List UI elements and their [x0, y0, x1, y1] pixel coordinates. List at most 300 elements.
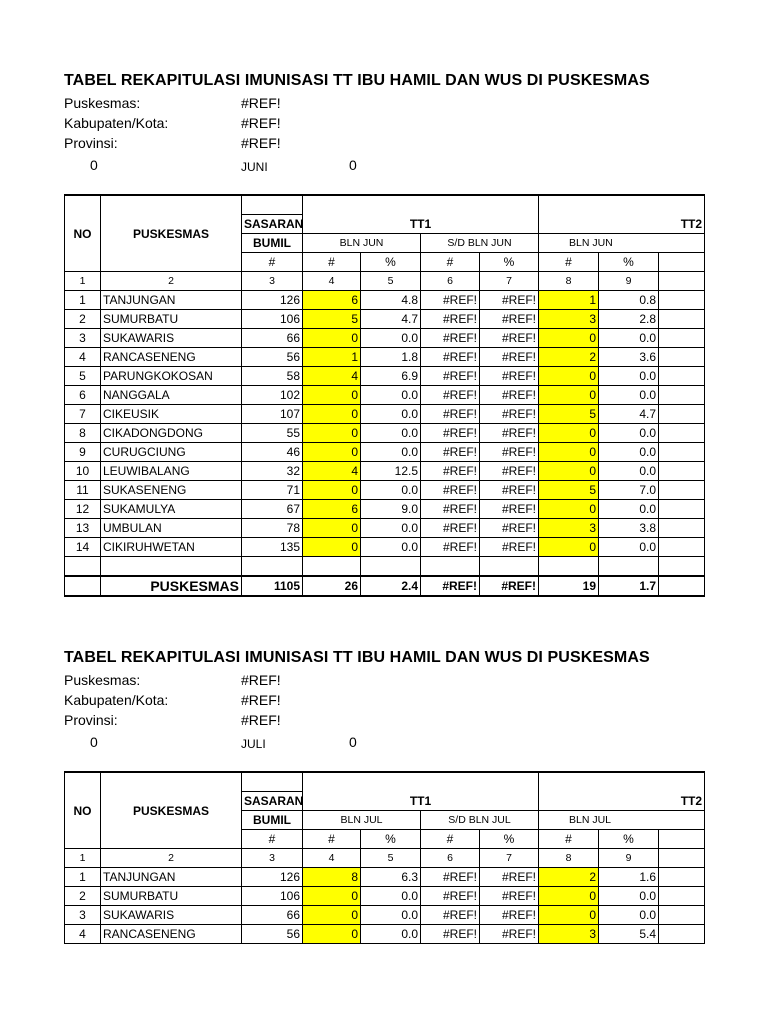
cell-tt2-bln: 0	[539, 386, 599, 405]
cell-puskesmas-name: UMBULAN	[101, 519, 242, 538]
cell-tt2-pct: 0.0	[599, 462, 659, 481]
column-number: 3	[242, 272, 303, 291]
header-hash: #	[539, 253, 599, 272]
cell-no: 1	[65, 868, 101, 887]
cell-tt2-pct: 0.0	[599, 367, 659, 386]
cell-sd-n: #REF!	[421, 329, 480, 348]
cell-sasaran: 66	[242, 329, 303, 348]
cell-sd-n: #REF!	[421, 925, 480, 944]
cell-tt2-pct: 1.6	[599, 868, 659, 887]
cell-puskesmas-name: TANJUNGAN	[101, 291, 242, 310]
cell-tt1-pct: 9.0	[361, 500, 421, 519]
table-row	[65, 925, 705, 944]
cell-tt1-pct: 4.8	[361, 291, 421, 310]
cell-tt2-pct: 0.0	[599, 424, 659, 443]
cell-sasaran: 56	[242, 348, 303, 367]
cell-empty	[659, 405, 705, 424]
cell-puskesmas-name: SUKASENENG	[101, 481, 242, 500]
misc-value-left: 0	[90, 157, 98, 173]
header-sd-bln: S/D BLN JUL	[421, 811, 539, 830]
header-no: NO	[65, 195, 101, 272]
cell-sasaran: 78	[242, 519, 303, 538]
cell-puskesmas-name: SUKAMULYA	[101, 500, 242, 519]
header-bln-2: BLN JUL	[539, 811, 705, 830]
cell-tt1-pct: 0.0	[361, 424, 421, 443]
cell-sd-pct: #REF!	[480, 405, 539, 424]
cell-puskesmas-name: RANCASENENG	[101, 925, 242, 944]
table-row	[65, 519, 705, 538]
cell-sasaran: 58	[242, 367, 303, 386]
header-sd-bln: S/D BLN JUN	[421, 234, 539, 253]
cell-tt2-bln: 5	[539, 405, 599, 424]
cell-sd-pct: #REF!	[480, 868, 539, 887]
column-number: 9	[599, 849, 659, 868]
cell-tt2-pct: 0.0	[599, 443, 659, 462]
cell-sd-pct: #REF!	[480, 310, 539, 329]
cell-sd-n: #REF!	[421, 424, 480, 443]
header-hash: #	[242, 830, 303, 849]
cell-tt1-bln: 6	[303, 291, 361, 310]
cell-sd-n: #REF!	[421, 519, 480, 538]
cell-sd-pct: #REF!	[480, 500, 539, 519]
cell-sd-pct: #REF!	[480, 481, 539, 500]
header-tt2: TT2	[539, 792, 705, 811]
recap-table-grid	[64, 194, 705, 597]
info-value-provinsi: #REF!	[241, 712, 281, 728]
cell-tt1-bln: 0	[303, 405, 361, 424]
column-number-row	[65, 849, 705, 868]
recap-table	[64, 194, 703, 597]
cell-sd-n: #REF!	[421, 500, 480, 519]
cell-tt2-pct: 3.6	[599, 348, 659, 367]
cell-tt1-pct: 0.0	[361, 386, 421, 405]
info-label-provinsi: Provinsi:	[64, 135, 118, 151]
cell-sd-n: #REF!	[421, 481, 480, 500]
cell-tt2-bln: 0	[539, 424, 599, 443]
cell-tt1-bln: 0	[303, 925, 361, 944]
cell-sasaran: 102	[242, 386, 303, 405]
cell-tt2-pct: 0.0	[599, 386, 659, 405]
cell-no: 4	[65, 348, 101, 367]
total-sd-n: #REF!	[421, 576, 480, 596]
cell-sasaran: 135	[242, 538, 303, 557]
cell-puskesmas-name: NANGGALA	[101, 386, 242, 405]
header-bln: BLN JUN	[303, 234, 421, 253]
cell-sd-n: #REF!	[421, 367, 480, 386]
header-pct: %	[480, 253, 539, 272]
header-hash: #	[242, 253, 303, 272]
cell-tt1-pct: 0.0	[361, 887, 421, 906]
cell-no: 2	[65, 310, 101, 329]
cell-tt1-bln: 6	[303, 500, 361, 519]
header-no: NO	[65, 772, 101, 849]
cell-tt1-bln: 5	[303, 310, 361, 329]
cell-tt1-bln: 0	[303, 481, 361, 500]
column-number: 7	[480, 849, 539, 868]
total-sasaran: 1105	[242, 576, 303, 596]
total-tt1-pct: 2.4	[361, 576, 421, 596]
cell-sasaran: 67	[242, 500, 303, 519]
header-pct: %	[599, 253, 659, 272]
cell-sd-n: #REF!	[421, 906, 480, 925]
column-number: 4	[303, 849, 361, 868]
info-label-kabupaten: Kabupaten/Kota:	[64, 115, 169, 131]
cell-sd-n: #REF!	[421, 887, 480, 906]
cell-no: 6	[65, 386, 101, 405]
cell-no: 8	[65, 424, 101, 443]
cell-empty	[659, 348, 705, 367]
table-row	[65, 386, 705, 405]
table-row	[65, 538, 705, 557]
column-number: 3	[242, 849, 303, 868]
cell-empty	[659, 386, 705, 405]
info-label-puskesmas: Puskesmas:	[64, 672, 141, 688]
cell-empty	[659, 538, 705, 557]
table-row	[65, 348, 705, 367]
cell-empty	[659, 887, 705, 906]
cell-tt2-pct: 4.7	[599, 405, 659, 424]
cell-puskesmas-name: CIKEUSIK	[101, 405, 242, 424]
cell-sd-pct: #REF!	[480, 887, 539, 906]
info-value-puskesmas: #REF!	[241, 672, 281, 688]
cell-tt2-pct: 0.0	[599, 538, 659, 557]
header-pct: %	[599, 830, 659, 849]
cell-tt2-pct: 0.0	[599, 906, 659, 925]
cell-sd-pct: #REF!	[480, 291, 539, 310]
cell-sd-n: #REF!	[421, 310, 480, 329]
cell-sasaran: 126	[242, 291, 303, 310]
cell-no: 2	[65, 887, 101, 906]
column-number: 2	[101, 272, 242, 291]
cell-no: 10	[65, 462, 101, 481]
header-hash: #	[303, 253, 361, 272]
month-label: JUNI	[241, 160, 268, 174]
cell-tt1-pct: 4.7	[361, 310, 421, 329]
cell-puskesmas-name: PARUNGKOKOSAN	[101, 367, 242, 386]
table-row	[65, 405, 705, 424]
cell-sd-n: #REF!	[421, 462, 480, 481]
cell-tt1-pct: 0.0	[361, 906, 421, 925]
cell-tt1-pct: 0.0	[361, 405, 421, 424]
header-bln-2: BLN JUN	[539, 234, 705, 253]
column-number: 5	[361, 272, 421, 291]
cell-sd-pct: #REF!	[480, 906, 539, 925]
header-bumil: BUMIL	[242, 234, 303, 253]
cell-tt2-bln: 0	[539, 443, 599, 462]
cell-tt2-pct: 0.0	[599, 500, 659, 519]
header-pct: %	[480, 830, 539, 849]
cell-tt2-bln: 0	[539, 538, 599, 557]
cell-tt1-bln: 4	[303, 367, 361, 386]
misc-value-right: 0	[349, 734, 357, 750]
table-row	[65, 500, 705, 519]
cell-tt2-bln: 3	[539, 925, 599, 944]
column-number: 4	[303, 272, 361, 291]
cell-tt1-pct: 0.0	[361, 443, 421, 462]
cell-tt1-pct: 6.9	[361, 367, 421, 386]
cell-puskesmas-name: TANJUNGAN	[101, 868, 242, 887]
header-sasaran: SASARAN	[242, 215, 303, 234]
cell-puskesmas-name: SUMURBATU	[101, 310, 242, 329]
table-row	[65, 310, 705, 329]
total-empty	[659, 576, 705, 596]
cell-tt2-bln: 0	[539, 462, 599, 481]
table-row	[65, 906, 705, 925]
cell-tt1-bln: 0	[303, 887, 361, 906]
cell-puskesmas-name: RANCASENENG	[101, 348, 242, 367]
cell-tt1-bln: 4	[303, 462, 361, 481]
cell-empty	[659, 906, 705, 925]
column-number: 6	[421, 849, 480, 868]
cell-tt2-bln: 1	[539, 291, 599, 310]
cell-empty	[659, 310, 705, 329]
table-row	[65, 424, 705, 443]
cell-tt1-pct: 0.0	[361, 481, 421, 500]
header-bumil: BUMIL	[242, 811, 303, 830]
cell-tt2-bln: 3	[539, 519, 599, 538]
cell-empty	[659, 367, 705, 386]
cell-sasaran: 66	[242, 906, 303, 925]
header-tt1: TT1	[303, 215, 539, 234]
cell-tt1-pct: 0.0	[361, 538, 421, 557]
cell-sasaran: 106	[242, 310, 303, 329]
header-pct: %	[361, 830, 421, 849]
header-pct: %	[361, 253, 421, 272]
misc-value-right: 0	[349, 157, 357, 173]
cell-no: 11	[65, 481, 101, 500]
column-number: 5	[361, 849, 421, 868]
info-value-kabupaten: #REF!	[241, 692, 281, 708]
cell-puskesmas-name: SUMURBATU	[101, 887, 242, 906]
total-tt2-bln: 19	[539, 576, 599, 596]
cell-tt2-bln: 0	[539, 329, 599, 348]
table-row	[65, 887, 705, 906]
info-label-kabupaten: Kabupaten/Kota:	[64, 692, 169, 708]
header-hash: #	[303, 830, 361, 849]
cell-tt2-bln: 5	[539, 481, 599, 500]
cell-tt1-bln: 0	[303, 906, 361, 925]
column-number: 8	[539, 272, 599, 291]
recap-table-grid	[64, 771, 705, 944]
cell-tt1-pct: 0.0	[361, 925, 421, 944]
info-label-puskesmas: Puskesmas:	[64, 95, 141, 111]
cell-tt1-pct: 12.5	[361, 462, 421, 481]
cell-tt1-bln: 0	[303, 424, 361, 443]
cell-empty	[659, 462, 705, 481]
section-juli	[0, 649, 768, 1024]
cell-empty	[659, 500, 705, 519]
total-tt1-bln: 26	[303, 576, 361, 596]
cell-empty	[659, 519, 705, 538]
info-value-kabupaten: #REF!	[241, 115, 281, 131]
cell-tt2-pct: 2.8	[599, 310, 659, 329]
blank-row	[65, 557, 705, 577]
header-empty	[659, 253, 705, 272]
cell-no: 3	[65, 906, 101, 925]
cell-no: 12	[65, 500, 101, 519]
header-row-1	[65, 772, 705, 792]
header-empty	[242, 195, 303, 215]
cell-sasaran: 55	[242, 424, 303, 443]
cell-empty	[659, 868, 705, 887]
cell-sd-n: #REF!	[421, 386, 480, 405]
cell-sasaran: 107	[242, 405, 303, 424]
cell-tt1-bln: 0	[303, 329, 361, 348]
header-empty-tt	[303, 772, 539, 792]
cell-no: 14	[65, 538, 101, 557]
info-label-provinsi: Provinsi:	[64, 712, 118, 728]
month-label: JULI	[241, 737, 266, 751]
total-sd-pct: #REF!	[480, 576, 539, 596]
header-empty	[242, 772, 303, 792]
cell-sd-pct: #REF!	[480, 329, 539, 348]
header-bln: BLN JUL	[303, 811, 421, 830]
cell-no: 5	[65, 367, 101, 386]
cell-sd-pct: #REF!	[480, 519, 539, 538]
section-juni	[0, 72, 768, 612]
cell-tt1-pct: 6.3	[361, 868, 421, 887]
cell-sasaran: 106	[242, 887, 303, 906]
cell-empty	[659, 481, 705, 500]
table-row	[65, 329, 705, 348]
cell-tt2-bln: 0	[539, 500, 599, 519]
cell-tt2-pct: 7.0	[599, 481, 659, 500]
cell-sd-pct: #REF!	[480, 925, 539, 944]
cell-no: 9	[65, 443, 101, 462]
cell-sd-pct: #REF!	[480, 443, 539, 462]
cell-no: 13	[65, 519, 101, 538]
cell-empty	[659, 329, 705, 348]
cell-sd-n: #REF!	[421, 538, 480, 557]
cell-tt1-pct: 0.0	[361, 329, 421, 348]
cell-puskesmas-name: CIKADONGDONG	[101, 424, 242, 443]
column-number: 1	[65, 849, 101, 868]
table-row	[65, 367, 705, 386]
header-puskesmas: PUSKESMAS	[101, 195, 242, 272]
table-row	[65, 443, 705, 462]
column-number: 6	[421, 272, 480, 291]
cell-sd-n: #REF!	[421, 348, 480, 367]
header-tt1: TT1	[303, 792, 539, 811]
table-row	[65, 291, 705, 310]
cell-sasaran: 71	[242, 481, 303, 500]
cell-sd-n: #REF!	[421, 405, 480, 424]
cell-tt2-bln: 0	[539, 887, 599, 906]
cell-empty	[659, 925, 705, 944]
header-tt2: TT2	[539, 215, 705, 234]
header-sasaran: SASARAN	[242, 792, 303, 811]
misc-value-left: 0	[90, 734, 98, 750]
cell-tt1-bln: 0	[303, 538, 361, 557]
cell-tt2-pct: 3.8	[599, 519, 659, 538]
column-number: 9	[599, 272, 659, 291]
cell-puskesmas-name: LEUWIBALANG	[101, 462, 242, 481]
table-row	[65, 462, 705, 481]
cell-tt2-pct: 5.4	[599, 925, 659, 944]
cell-sd-pct: #REF!	[480, 348, 539, 367]
table-body	[65, 868, 705, 944]
cell-tt2-bln: 0	[539, 906, 599, 925]
column-number: 7	[480, 272, 539, 291]
cell-tt1-pct: 0.0	[361, 519, 421, 538]
section-title: TABEL REKAPITULASI IMUNISASI TT IBU HAMIL DAN WUS DI PUSKESMAS	[64, 649, 650, 666]
cell-tt2-bln: 2	[539, 868, 599, 887]
column-number-empty	[659, 849, 705, 868]
cell-sd-pct: #REF!	[480, 386, 539, 405]
header-hash: #	[421, 830, 480, 849]
cell-no: 3	[65, 329, 101, 348]
column-number-empty	[659, 272, 705, 291]
column-number: 2	[101, 849, 242, 868]
cell-sd-pct: #REF!	[480, 367, 539, 386]
column-number-row	[65, 272, 705, 291]
cell-tt2-bln: 0	[539, 367, 599, 386]
header-empty	[659, 830, 705, 849]
cell-tt1-pct: 1.8	[361, 348, 421, 367]
header-row-1	[65, 195, 705, 215]
header-empty-tt2	[539, 772, 705, 792]
cell-tt2-bln: 3	[539, 310, 599, 329]
table-row	[65, 868, 705, 887]
header-hash: #	[539, 830, 599, 849]
cell-no: 1	[65, 291, 101, 310]
total-label: PUSKESMAS	[101, 576, 242, 596]
header-puskesmas: PUSKESMAS	[101, 772, 242, 849]
cell-empty	[659, 424, 705, 443]
cell-sd-pct: #REF!	[480, 538, 539, 557]
total-tt2-pct: 1.7	[599, 576, 659, 596]
cell-sasaran: 32	[242, 462, 303, 481]
total-row	[65, 576, 705, 596]
cell-sd-n: #REF!	[421, 291, 480, 310]
table-body	[65, 291, 705, 557]
header-hash: #	[421, 253, 480, 272]
cell-tt2-pct: 0.8	[599, 291, 659, 310]
cell-sasaran: 56	[242, 925, 303, 944]
info-value-puskesmas: #REF!	[241, 95, 281, 111]
cell-no: 4	[65, 925, 101, 944]
cell-sd-n: #REF!	[421, 443, 480, 462]
total-empty	[65, 576, 101, 596]
cell-tt1-bln: 8	[303, 868, 361, 887]
section-title: TABEL REKAPITULASI IMUNISASI TT IBU HAMIL DAN WUS DI PUSKESMAS	[64, 72, 650, 89]
column-number: 8	[539, 849, 599, 868]
column-number: 1	[65, 272, 101, 291]
recap-table	[64, 771, 703, 944]
cell-puskesmas-name: SUKAWARIS	[101, 329, 242, 348]
cell-tt1-bln: 1	[303, 348, 361, 367]
cell-tt2-pct: 0.0	[599, 887, 659, 906]
header-empty-tt2	[539, 195, 705, 215]
cell-tt1-bln: 0	[303, 443, 361, 462]
cell-tt2-pct: 0.0	[599, 329, 659, 348]
cell-puskesmas-name: SUKAWARIS	[101, 906, 242, 925]
cell-puskesmas-name: CURUGCIUNG	[101, 443, 242, 462]
info-value-provinsi: #REF!	[241, 135, 281, 151]
cell-sd-n: #REF!	[421, 868, 480, 887]
cell-sd-pct: #REF!	[480, 424, 539, 443]
cell-no: 7	[65, 405, 101, 424]
header-empty-tt	[303, 195, 539, 215]
table-row	[65, 481, 705, 500]
cell-sd-pct: #REF!	[480, 462, 539, 481]
cell-tt1-bln: 0	[303, 519, 361, 538]
cell-puskesmas-name: CIKIRUHWETAN	[101, 538, 242, 557]
cell-empty	[659, 291, 705, 310]
cell-sasaran: 46	[242, 443, 303, 462]
cell-tt1-bln: 0	[303, 386, 361, 405]
cell-tt2-bln: 2	[539, 348, 599, 367]
